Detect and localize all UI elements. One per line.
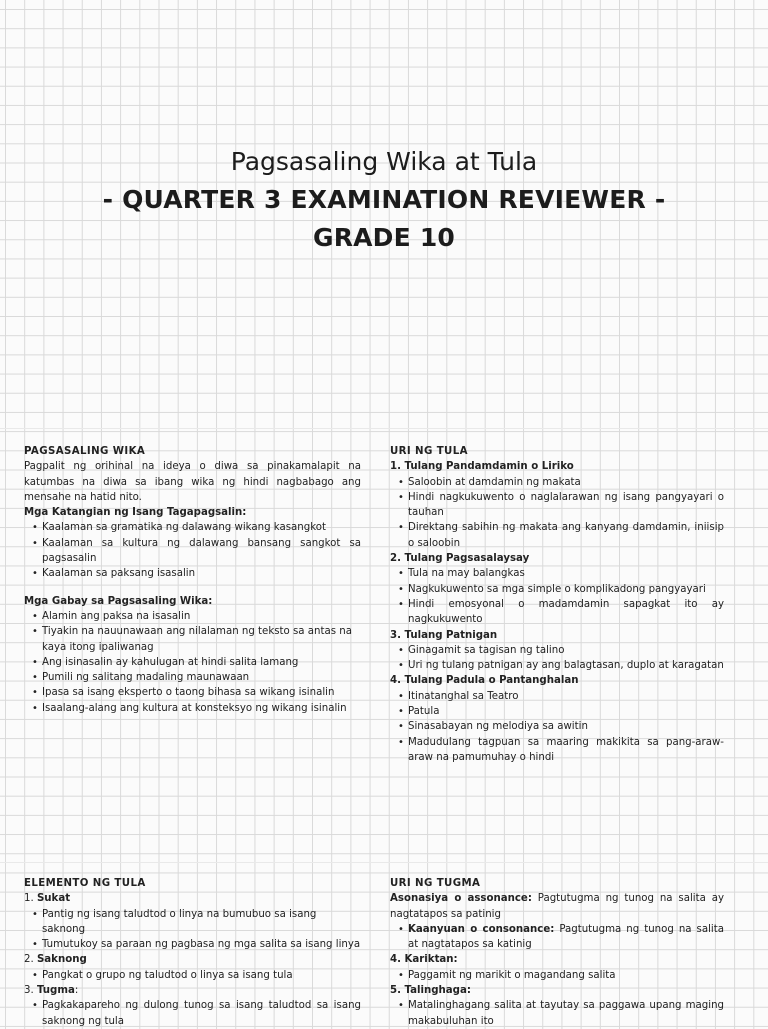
list-item: • Madudulang tagpuan sa maaring makikita sa pang-araw-araw na pamumuhay o hindi [408, 735, 724, 766]
group-title: 5. Talinghaga: [390, 985, 471, 997]
list-item: • Tumutukoy sa paraan ng pagbasa ng mga salita sa isang linya [42, 937, 361, 952]
list-item: • Kaalaman sa gramatika ng dalawang wikang kasangkot [42, 520, 361, 535]
term-label: Kaanyuan o consonance: [408, 923, 555, 935]
page-subtitle: - QUARTER 3 EXAMINATION REVIEWER - [102, 185, 666, 214]
grade-label: GRADE 10 [312, 223, 456, 252]
group-title: 4. Tulang Padula o Pantanghalan [390, 675, 579, 687]
list-item: • Itinatanghal sa Teatro [408, 689, 724, 704]
section-divider [0, 862, 768, 863]
group-list [24, 998, 361, 1029]
group-list [390, 922, 724, 953]
list-item: • Pumili ng salitang madaling maunawaan [42, 670, 361, 685]
list-item: • Pagkakapareho ng dulong tunog sa isang taludtod sa isang saknong ng tula [42, 998, 361, 1029]
list-item: • Ginagamit sa tagisan ng talino [408, 643, 724, 658]
section-divider [0, 428, 768, 429]
list-item: • Paggamit ng marikit o magandang salita [408, 968, 724, 983]
group-list [24, 907, 361, 953]
group-label: Saknong [36, 954, 87, 966]
group-title: 3. Tugma: [24, 985, 79, 997]
term-label: Asonasiya o assonance: [390, 893, 532, 905]
uri-ng-tugma-section [390, 876, 724, 1029]
elemento-ng-tula-section [24, 876, 361, 1029]
group-list [390, 643, 724, 674]
asonansiya-text [390, 891, 724, 922]
list-item: • Patula [408, 704, 724, 719]
list-item: • Hindi emosyonal o madamdamin sapagkat ito ay nagkukuwento [408, 597, 724, 628]
term-definition: Pagtutugma ng tunog na salita ay nagtatapos sa patinig [390, 893, 724, 920]
list-item: • Ang isinasalin ay kahulugan at hindi salita lamang [42, 655, 361, 670]
group-list [390, 689, 724, 765]
group-list [390, 566, 724, 627]
list-item: • Ipasa sa isang eksperto o taong bihasa sa wikang isinalin [42, 685, 361, 700]
group-title: 1. Tulang Pandamdamin o Liriko [390, 461, 574, 473]
list-item [408, 922, 724, 953]
subheading: Mga Gabay sa Pagsasaling Wika: [24, 595, 213, 607]
list-item: • Pangkat o grupo ng taludtod o linya sa isang tula [42, 968, 361, 983]
list-item: • Hindi nagkukuwento o naglalarawan ng isang pangyayari o tauhan [408, 490, 724, 521]
list-item: • Kaalaman sa kultura ng dalawang bansang sangkot sa pagsasalin [42, 536, 361, 567]
group-title: 4. Kariktan: [390, 954, 458, 966]
page-title-block [0, 143, 768, 257]
list-item: • Nagkukuwento sa mga simple o komplikadong pangyayari [408, 582, 724, 597]
group-label: Sukat [36, 893, 71, 905]
subheading: Mga Katangian ng Isang Tagapagsalin: [24, 507, 247, 519]
section-heading: URI NG TULA [390, 446, 468, 457]
list-item: • Direktang sabihin ng makata ang kanyang damdamin, iniisip o saloobin [408, 520, 724, 551]
list-item: • Matalinghagang salita at tayutay sa paggawa upang maging makabuluhan ito [408, 998, 724, 1029]
list-item: • Isaalang-alang ang kultura at konsteksyo ng wikang isinalin [42, 701, 361, 716]
group-number: 3. [24, 985, 37, 997]
group-title [24, 952, 361, 967]
pagsasaling-wika-section [24, 444, 361, 716]
group-list [390, 968, 724, 983]
group-list [390, 475, 724, 551]
group-title [24, 891, 361, 906]
list-item: • Sinasabayan ng melodiya sa awitin [408, 719, 724, 734]
section-heading: ELEMENTO NG TULA [24, 878, 146, 889]
list-item: • Uri ng tulang patnigan ay ang balagtasan, duplo at karagatan [408, 658, 724, 673]
page-title: Pagsasaling Wika at Tula [230, 147, 538, 176]
katangian-list [24, 520, 361, 581]
list-item: • Kaalaman sa paksang isasalin [42, 566, 361, 581]
section-heading: PAGSASALING WIKA [24, 446, 146, 457]
list-item: • Tiyakin na nauunawaan ang nilalaman ng teksto sa antas na kaya itong ipaliwanag [42, 624, 361, 655]
section-heading: URI NG TUGMA [390, 878, 481, 889]
group-list [24, 968, 361, 983]
group-title: 3. Tulang Patnigan [390, 629, 498, 641]
group-number: 2. [24, 954, 37, 966]
list-item: • Saloobin at damdamin ng makata [408, 475, 724, 490]
list-item: • Tula na may balangkas [408, 566, 724, 581]
group-title: 2. Tulang Pagsasalaysay [390, 553, 530, 565]
group-number: 1. [24, 893, 37, 905]
term-definition: Pagtutugma ng tunog na salita at nagtatapos sa katinig [408, 923, 725, 951]
group-label: Tugma [36, 985, 75, 997]
group-list [390, 998, 724, 1029]
definition-text: Pagpalit ng orihinal na ideya o diwa sa pinakamalapit na katumbas na diwa sa ibang wika ng hindi nagbabago ang mensahe na hatid nito. [24, 461, 361, 503]
list-item: • Pantig ng isang taludtod o linya na bumubuo sa isang saknong [42, 907, 361, 938]
list-item: • Alamin ang paksa na isasalin [42, 609, 361, 624]
gabay-list [24, 609, 361, 716]
uri-ng-tula-section [390, 444, 724, 765]
